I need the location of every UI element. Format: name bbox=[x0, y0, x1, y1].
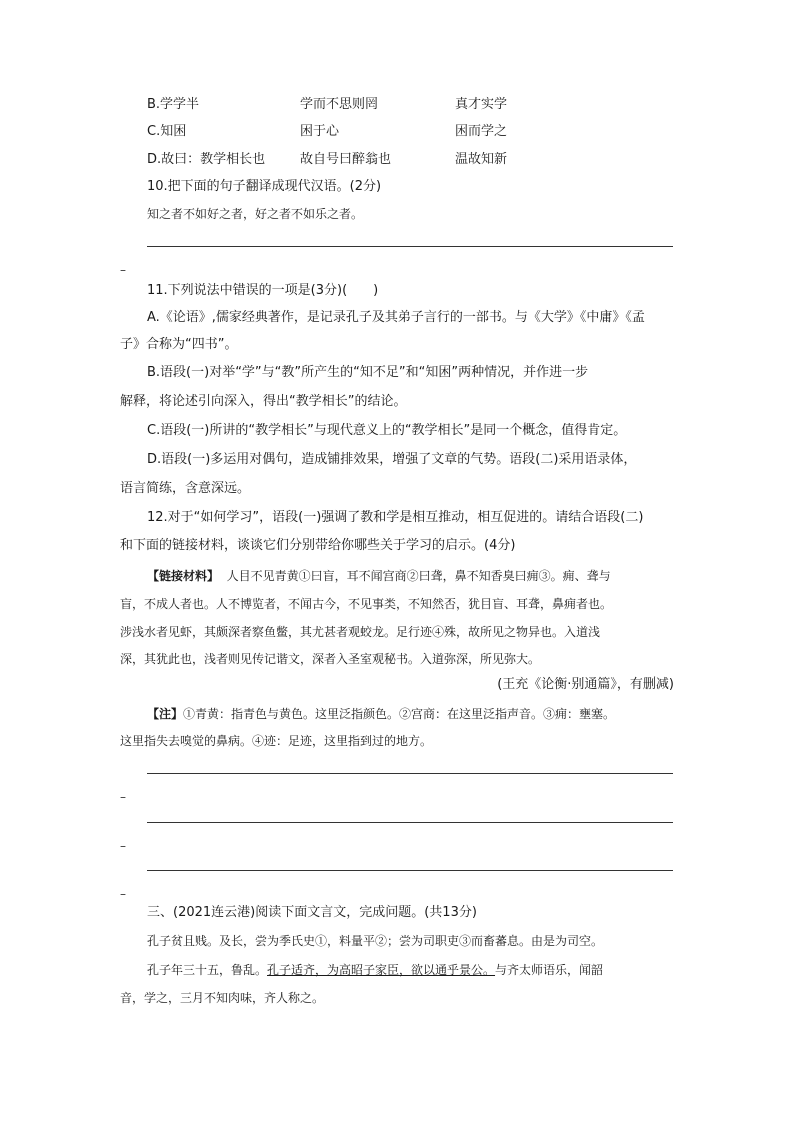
option-c-col2: 困于心 bbox=[300, 124, 340, 139]
option-c-col1: C.知困 bbox=[147, 124, 187, 139]
answer-line bbox=[147, 822, 673, 823]
option-b-col1: B.学学半 bbox=[147, 97, 200, 112]
q10-stem: 10.把下面的句子翻译成现代汉语。(2分) bbox=[147, 179, 382, 194]
classical-text-line-3: 音，学之，三月不知肉味，齐人称之。 bbox=[120, 991, 325, 1005]
option-d-col2: 故自号曰醉翁也 bbox=[300, 152, 392, 167]
q10-sentence: 知之者不如好之者，好之者不如乐之者。 bbox=[147, 207, 364, 221]
option-c-col3: 困而学之 bbox=[455, 124, 508, 139]
option-b-col2: 学而不思则罔 bbox=[300, 97, 379, 112]
note-line-2: 这里指失去嗅觉的鼻病。④迹：足迹，这里指到过的地方。 bbox=[120, 734, 433, 748]
answer-line bbox=[147, 870, 673, 871]
section-3-heading: 三、(2021连云港)阅读下面文言文，完成问题。(共13分) bbox=[147, 905, 477, 920]
classical-text-line-2 bbox=[147, 961, 603, 979]
answer-dash: – bbox=[120, 263, 126, 277]
q11-option-d: D.语段(一)多运用对偶句，造成铺排效果，增强了文章的气势。语段(二)采用语录体， bbox=[147, 452, 637, 467]
q11-option-b: B.语段(一)对举“学”与“教”所产生的“知不足”和“知困”两种情况，并作进一步 bbox=[147, 365, 589, 380]
answer-dash: – bbox=[120, 839, 126, 853]
option-b-col3: 真才实学 bbox=[455, 97, 508, 112]
note-label: 【注】 bbox=[147, 707, 184, 721]
option-d-col1: D.故曰：教学相长也 bbox=[147, 152, 266, 167]
q11-option-b-cont: 解释，将论述引向深入，得出“教学相长”的结论。 bbox=[120, 394, 407, 409]
q12-stem: 12.对于“如何学习”，语段(一)强调了教和学是相互推动，相互促进的。请结合语段(二) bbox=[147, 510, 644, 525]
q11-option-a-cont: 子》合称为“四书”。 bbox=[120, 337, 238, 352]
q11-option-c: C.语段(一)所讲的“教学相长”与现代意义上的“教学相长”是同一个概念，值得肯定。 bbox=[147, 423, 627, 438]
q11-stem: 11.下列说法中错误的一项是(3分)( ) bbox=[147, 283, 379, 298]
classical-text-part-1: 孔子年三十五，鲁乱。 bbox=[147, 963, 268, 977]
link-material-line-4: 深，其犹此也，浅者则见传记谐文，深者入圣室观秘书。入道弥深，所见弥大。 bbox=[120, 652, 541, 666]
note-line-1 bbox=[147, 705, 615, 723]
q12-stem-cont: 和下面的链接材料，谈谈它们分别带给你哪些关于学习的启示。(4分) bbox=[120, 538, 516, 553]
answer-line bbox=[147, 773, 673, 774]
link-material-text: 人目不见青黄①曰盲，耳不闻宫商②曰聋，鼻不知香臭曰痈③。痈、聋与 bbox=[226, 569, 611, 583]
answer-dash: – bbox=[120, 887, 126, 901]
material-source: (王充《论衡·别通篇》，有删减) bbox=[497, 677, 674, 692]
link-material-label: 【链接材料】 bbox=[147, 569, 220, 583]
option-d-col3: 温故知新 bbox=[455, 152, 508, 167]
q11-option-a: A.《论语》,儒家经典著作，是记录孔子及其弟子言行的一部书。与《大学》《中庸》《孟 bbox=[147, 310, 645, 325]
underlined-sentence: 孔子适齐，为高昭子家臣，欲以通乎景公。 bbox=[267, 963, 496, 977]
classical-text-part-2: 与齐太师语乐，闻韶 bbox=[495, 963, 604, 977]
answer-line bbox=[147, 246, 673, 247]
note-text: ①青黄：指青色与黄色。这里泛指颜色。②宫商：在这里泛指声音。③痈：壅塞。 bbox=[183, 707, 616, 721]
link-material-line-2: 盲，不成人者也。人不博览者，不闻古今，不见事类，不知然否，犹目盲、耳聋，鼻痈者也。 bbox=[120, 597, 613, 611]
classical-text-line-1: 孔子贫且贱。及长，尝为季氏史①，料量平②；尝为司职吏③而畜蕃息。由是为司空。 bbox=[147, 934, 604, 948]
q11-option-d-cont: 语言简练，含意深远。 bbox=[120, 481, 251, 496]
answer-dash: – bbox=[120, 790, 126, 804]
link-material-line-1 bbox=[147, 567, 611, 585]
link-material-line-3: 涉浅水者见虾，其颇深者察鱼鳖，其尤甚者观蛟龙。足行迹④殊，故所见之物异也。入道浅 bbox=[120, 625, 601, 639]
